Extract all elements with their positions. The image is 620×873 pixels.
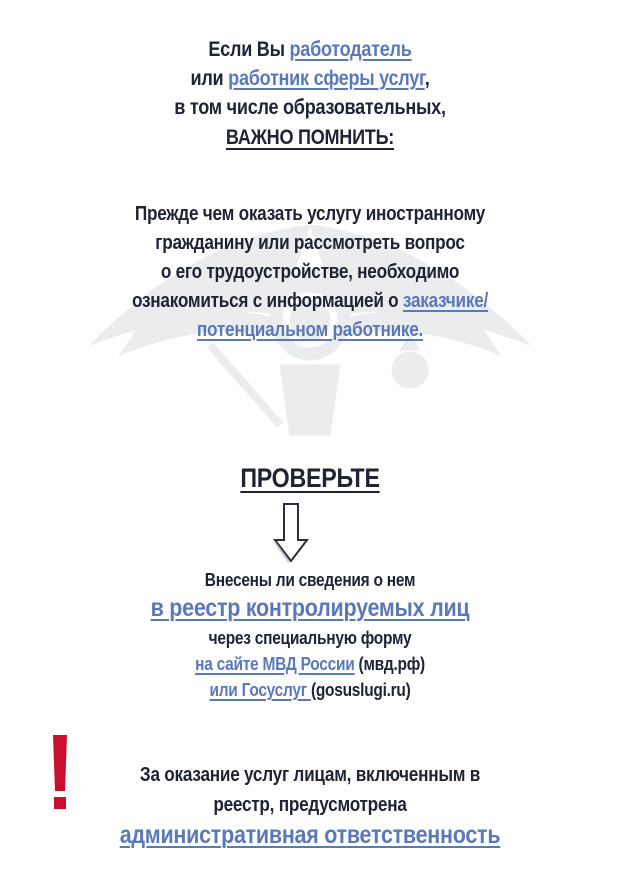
- important-heading: [43, 123, 576, 152]
- check-line-1: Внесены ли сведения о нем: [204, 570, 416, 590]
- intro-prefix-1: Если Вы: [208, 38, 290, 61]
- important-heading-text: ВАЖНО ПОМНИТЬ:: [225, 126, 395, 149]
- notice-line-3: о его трудоустройстве, необходимо: [160, 261, 460, 283]
- mvd-suffix: (мвд.рф): [354, 654, 425, 674]
- intro-prefix-2: или: [190, 67, 229, 90]
- service-worker-link[interactable]: работник сферы услуг: [228, 67, 425, 90]
- notice-line-5: [43, 316, 576, 345]
- potential-worker-link[interactable]: потенциальном работнике.: [196, 319, 424, 341]
- check-registry-line: [43, 592, 576, 624]
- notice-prefix-4: ознакомиться с информацией о: [131, 290, 403, 312]
- employer-link[interactable]: работодатель: [289, 38, 412, 61]
- notice-line-4: [43, 287, 576, 316]
- mvd-link[interactable]: на сайте МВД России: [195, 654, 355, 674]
- check-heading: [43, 462, 576, 494]
- intro-line-1: [43, 35, 576, 64]
- notice-line-1: Прежде чем оказать услугу иностранному: [134, 203, 486, 225]
- gosuslugi-link[interactable]: или Госуслуг: [209, 680, 311, 700]
- check-mvd-line: [43, 651, 576, 677]
- warning-line-2: реестр, предусмотрена: [213, 794, 407, 816]
- gos-suffix: (gosuslugi.ru): [310, 680, 411, 700]
- intro-line-3: в том числе образовательных,: [174, 96, 446, 119]
- warning-line-1: За оказание услуг лицам, включенным в: [139, 764, 481, 786]
- check-heading-text: ПРОВЕРЬТЕ: [240, 463, 380, 493]
- customer-link[interactable]: заказчике/: [402, 290, 489, 312]
- warning-line-3: [43, 819, 576, 851]
- intro-line-2: [43, 64, 576, 93]
- check-line-3: через специальную форму: [208, 628, 412, 648]
- registry-link[interactable]: в реестр контролируемых лиц: [150, 594, 470, 622]
- liability-link[interactable]: административная ответственность: [119, 821, 501, 849]
- intro-suffix-2: ,: [424, 67, 430, 90]
- check-gos-line: [43, 677, 576, 703]
- notice-line-2: гражданину или рассмотреть вопрос: [155, 232, 465, 254]
- down-arrow-icon: [272, 502, 310, 564]
